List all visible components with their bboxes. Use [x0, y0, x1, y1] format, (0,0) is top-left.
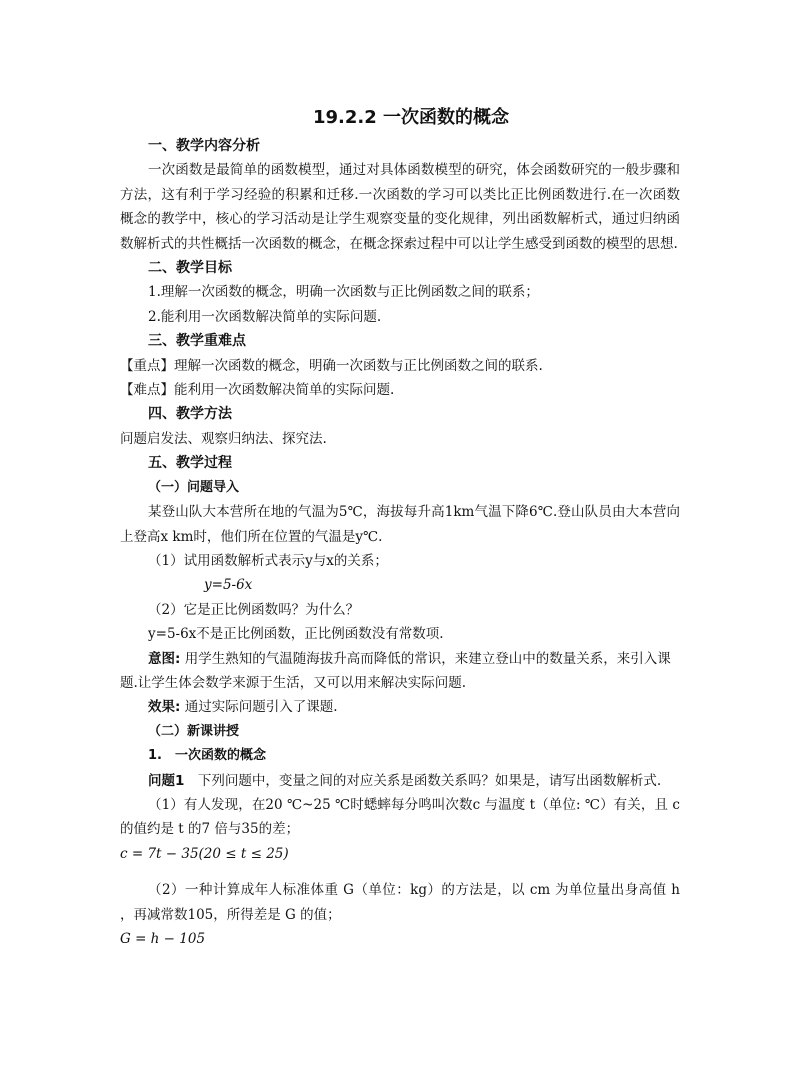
- effect-label: 效果:: [148, 699, 181, 716]
- answer-2: y=5-6x不是正比例函数，正比例函数没有常数项.: [148, 626, 444, 643]
- section-heading-process: 五、教学过程: [148, 455, 232, 472]
- effect-paragraph: [148, 695, 680, 719]
- intro-problem-text: 某登山队大本营所在地的气温为5℃，海拔每升高1km气温下降6℃.登山队员由大本营向上登高x km时，他们所在位置的气温是y℃.: [120, 504, 680, 545]
- problem-1-formula-1: c = 7t − 35(20 ≤ t ≤ 25): [120, 845, 289, 862]
- problem-1-text: 下列问题中，变量之间的对应关系是函数关系吗？如果是，请写出函数解析式.: [184, 772, 662, 789]
- section-heading-key-points: 三、教学重难点: [148, 333, 246, 350]
- section-heading-content-analysis: 一、教学内容分析: [148, 138, 260, 154]
- problem-1-label: 问题1: [148, 772, 185, 789]
- question-1: （1）试用函数解析式表示y与x的关系；: [148, 552, 388, 569]
- intent-text: 用学生熟知的气温随海拔升高而降低的常识，来建立登山中的数量关系，来引入课题.让学生体会数学来源于生活，又可以用来解决实际问题.: [120, 650, 671, 691]
- intent-label: 意图:: [148, 650, 181, 667]
- document-content: [120, 104, 680, 951]
- page-title: 19.2.2 一次函数的概念: [312, 107, 510, 128]
- content-analysis-paragraph: 一次函数是最简单的函数模型，通过对具体函数模型的研究，体会函数研究的一般步骤和方法，这有利于学习经验的积累和迁移.一次函数的学习可以类比正比例函数进行.在一次函数概念的教学中，核心的学习活动是让学生观察变量的变化规律，列出函数解析式，通过归纳函数解析式的共性概括一次函数的概念，在概念探索过程中可以让学生感受到函数的模型的思想.: [120, 162, 680, 252]
- answer-1-formula: y=5-6x: [204, 577, 253, 594]
- section-heading-methods: 四、教学方法: [148, 406, 232, 423]
- problem-1-item-1: （1）有人发现，在20 ℃~25 ℃时蟋蟀每分鸣叫次数c 与温度 t（单位: ℃）有关，且 c 的值约是 t 的7 倍与35的差；: [120, 796, 680, 838]
- intent-paragraph: [120, 647, 680, 696]
- problem-1-item-2: （2）一种计算成年人标准体重 G（单位：kg）的方法是，以 cm 为单位量出身高值 h ，再减常数105，所得差是 G 的值；: [120, 882, 680, 923]
- objective-item-2: 2.能利用一次函数解决简单的实际问题.: [148, 308, 382, 325]
- subsection-heading-intro: （一）问题导入: [148, 479, 240, 495]
- difficult-point: 【难点】能利用一次函数解决简单的实际问题.: [120, 382, 395, 399]
- spacer: [120, 866, 680, 878]
- section-heading-objectives: 二、教学目标: [148, 260, 232, 277]
- concept-heading: 1. 一次函数的概念: [148, 748, 266, 764]
- subsection-heading-new-lesson: （二）新课讲授: [148, 723, 240, 739]
- effect-text: 通过实际问题引入了课题.: [184, 699, 338, 716]
- methods-text: 问题启发法、观察归纳法、探究法.: [120, 430, 327, 447]
- problem-1-formula-2: G = h − 105: [120, 931, 206, 947]
- problem-1-line: [148, 769, 680, 793]
- key-point: 【重点】理解一次函数的概念，明确一次函数与正比例函数之间的联系.: [120, 357, 543, 374]
- objective-item-1: 1.理解一次函数的概念，明确一次函数与正比例函数之间的联系；: [148, 284, 539, 301]
- question-2: （2）它是正比例函数吗？为什么？: [148, 601, 360, 618]
